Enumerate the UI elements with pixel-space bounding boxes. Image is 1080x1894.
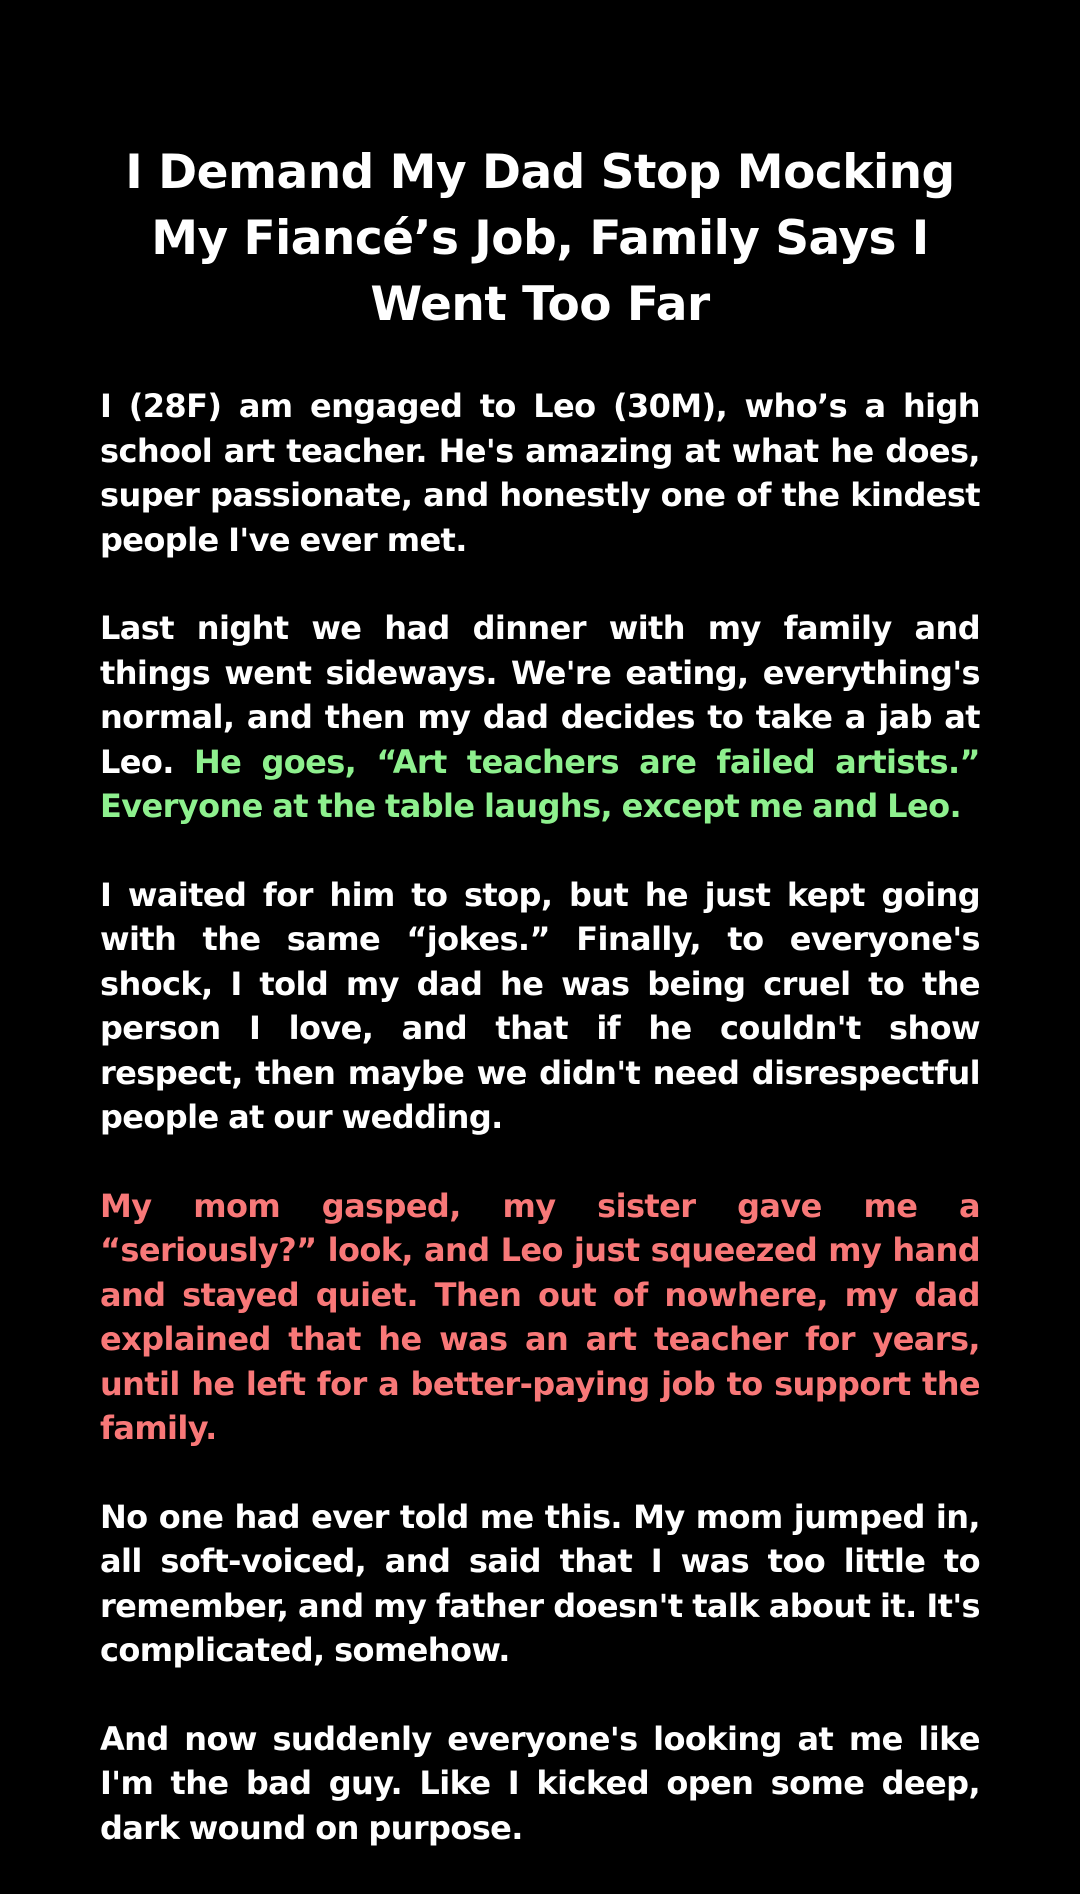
story-paragraph-2: [100, 606, 980, 829]
paragraph-text: I waited for him to stop, but he just kept going with the same “jokes.” Finally, to everyone's shock, I told my dad he was being cruel to the person I love, and that if he couldn't show respect, then maybe we didn't need disrespectful people at our wedding.: [100, 875, 980, 1136]
highlighted-paragraph-red: My mom gasped, my sister gave me a “seriously?” look, and Leo just squeezed my hand and stayed quiet. Then out of nowhere, my dad explained that he was an art teacher for years, until he left for a better-paying job to support the family.: [100, 1186, 980, 1447]
story-paragraph-1: [100, 384, 980, 562]
story-article: [100, 140, 980, 1894]
story-title: I Demand My Dad Stop Mocking My Fiancé’s Job, Family Says I Went Too Far: [125, 145, 955, 332]
story-paragraph-6: [100, 1717, 980, 1851]
paragraph-text: Last night we had dinner with my family and things went sideways. We're eating, everything's normal, and then my dad decides to take a jab at Leo.: [100, 609, 980, 781]
paragraph-text: No one had ever told me this. My mom jumped in, all soft-voiced, and said that I was too little to remember, and my father doesn't talk about it. It's complicated, somehow.: [100, 1497, 980, 1669]
highlighted-quote-green: He goes, “Art teachers are failed artists.” Everyone at the table laughs, except me and Leo.: [100, 742, 980, 825]
paragraph-text: And now suddenly everyone's looking at me like I'm the bad guy. Like I kicked open some deep, dark wound on purpose.: [100, 1719, 980, 1847]
story-paragraph-3: [100, 873, 980, 1140]
story-paragraph-5: [100, 1495, 980, 1673]
story-paragraph-4: [100, 1184, 980, 1451]
paragraph-text: I (28F) am engaged to Leo (30M), who’s a high school art teacher. He's amazing at what he does, super passionate, and honestly one of the kindest people I've ever met.: [100, 387, 980, 559]
